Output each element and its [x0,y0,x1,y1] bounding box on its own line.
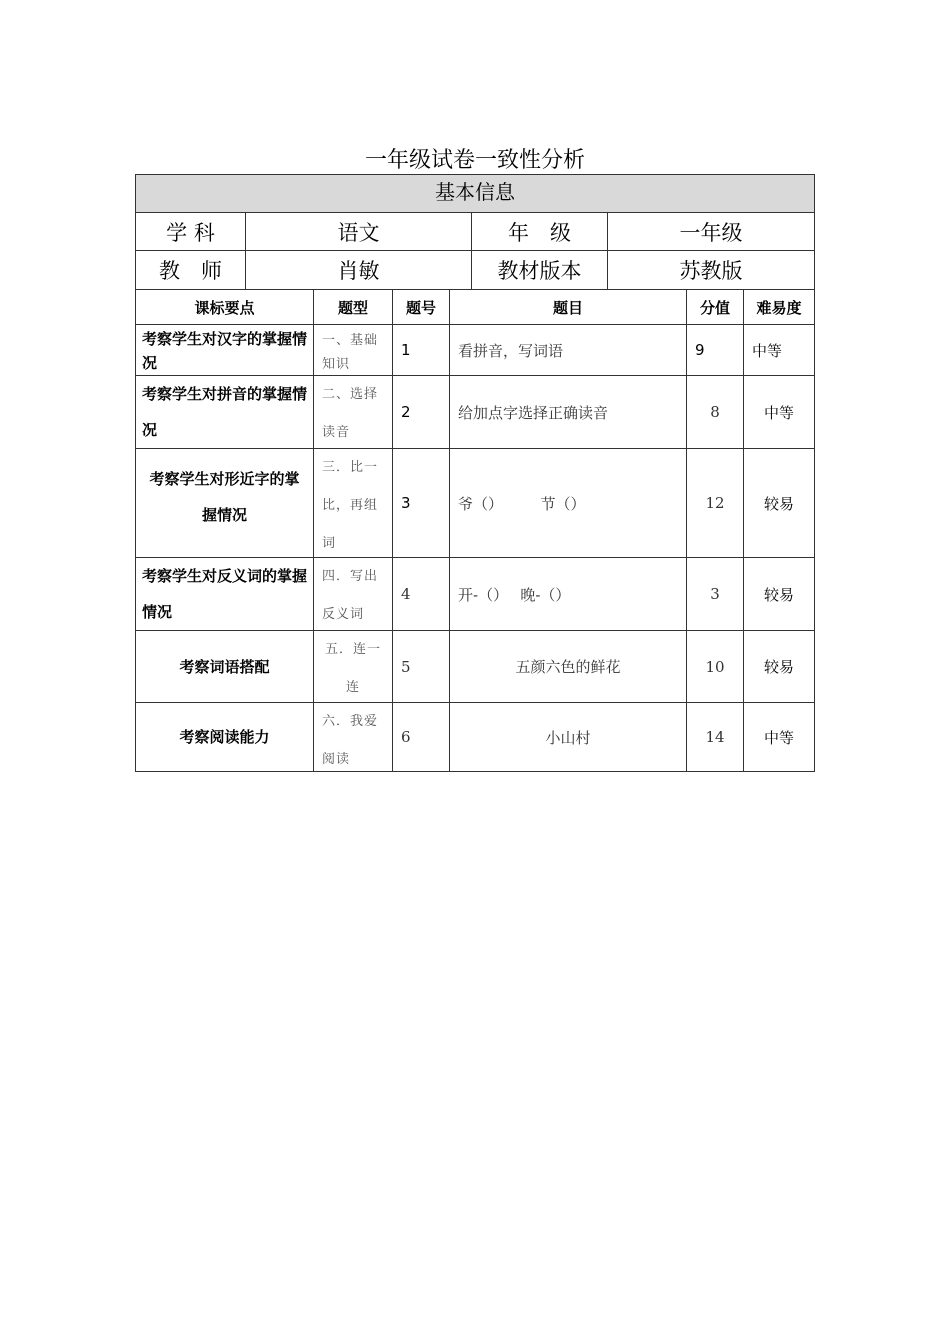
table-row-number: 2 [392,375,450,449]
table-row-score: 9 [686,324,744,376]
table-row-difficulty: 中等 [743,375,815,449]
table-row-score: 10 [686,630,744,703]
table-row-difficulty: 较易 [743,448,815,558]
table-row-point: 考察阅读能力 [135,702,314,772]
table-row-difficulty: 中等 [743,702,815,772]
subject-value: 语文 [245,212,472,251]
column-header: 题目 [449,289,687,325]
table-row-score: 14 [686,702,744,772]
table-row-type: 三．比一比，再组词 [313,448,393,558]
table-row-point: 考察学生对形近字的掌握情况 [135,448,314,558]
subject-label: 学 科 [135,212,246,251]
table-row-question: 看拼音，写词语 [449,324,687,376]
table-row-score: 12 [686,448,744,558]
table-row-point: 考察学生对拼音的掌握情况 [135,375,314,449]
table-row-score: 3 [686,557,744,631]
table-row-type: 四．写出反义词 [313,557,393,631]
table-row-number: 1 [392,324,450,376]
table-row-question: 小山村 [449,702,687,772]
document-title: 一年级试卷一致性分析 [364,148,585,173]
table-row-type: 五．连一连 [313,630,393,703]
table-row-difficulty: 中等 [743,324,815,376]
table-row-point: 考察学生对汉字的掌握情况 [135,324,314,376]
table-row-difficulty: 较易 [743,630,815,703]
table-row-question: 爷（） 节（） [449,448,687,558]
table-row-difficulty: 较易 [743,557,815,631]
column-header: 课标要点 [135,289,314,325]
grade-value: 一年级 [607,212,815,251]
textbook-value: 苏教版 [607,250,815,290]
teacher-value: 肖敏 [245,250,472,290]
teacher-label: 教 师 [135,250,246,290]
column-header: 难易度 [743,289,815,325]
column-header: 分值 [686,289,744,325]
column-header: 题型 [313,289,393,325]
table-row-number: 4 [392,557,450,631]
column-header: 题号 [392,289,450,325]
table-row-number: 3 [392,448,450,558]
table-row-score: 8 [686,375,744,449]
table-row-number: 6 [392,702,450,772]
table-row-question: 给加点字选择正确读音 [449,375,687,449]
table-row-point: 考察学生对反义词的掌握情况 [135,557,314,631]
textbook-label: 教材版本 [471,250,608,290]
table-row-type: 二、选择读音 [313,375,393,449]
table-row-type: 六．我爱阅读 [313,702,393,772]
analysis-table [135,174,815,772]
table-row-question: 开-（） 晚-（） [449,557,687,631]
basic-info-heading: 基本信息 [135,174,815,213]
table-row-number: 5 [392,630,450,703]
table-row-point: 考察词语搭配 [135,630,314,703]
table-row-type: 一、基础知识 [313,324,393,376]
grade-label: 年 级 [471,212,608,251]
table-row-question: 五颜六色的鲜花 [449,630,687,703]
